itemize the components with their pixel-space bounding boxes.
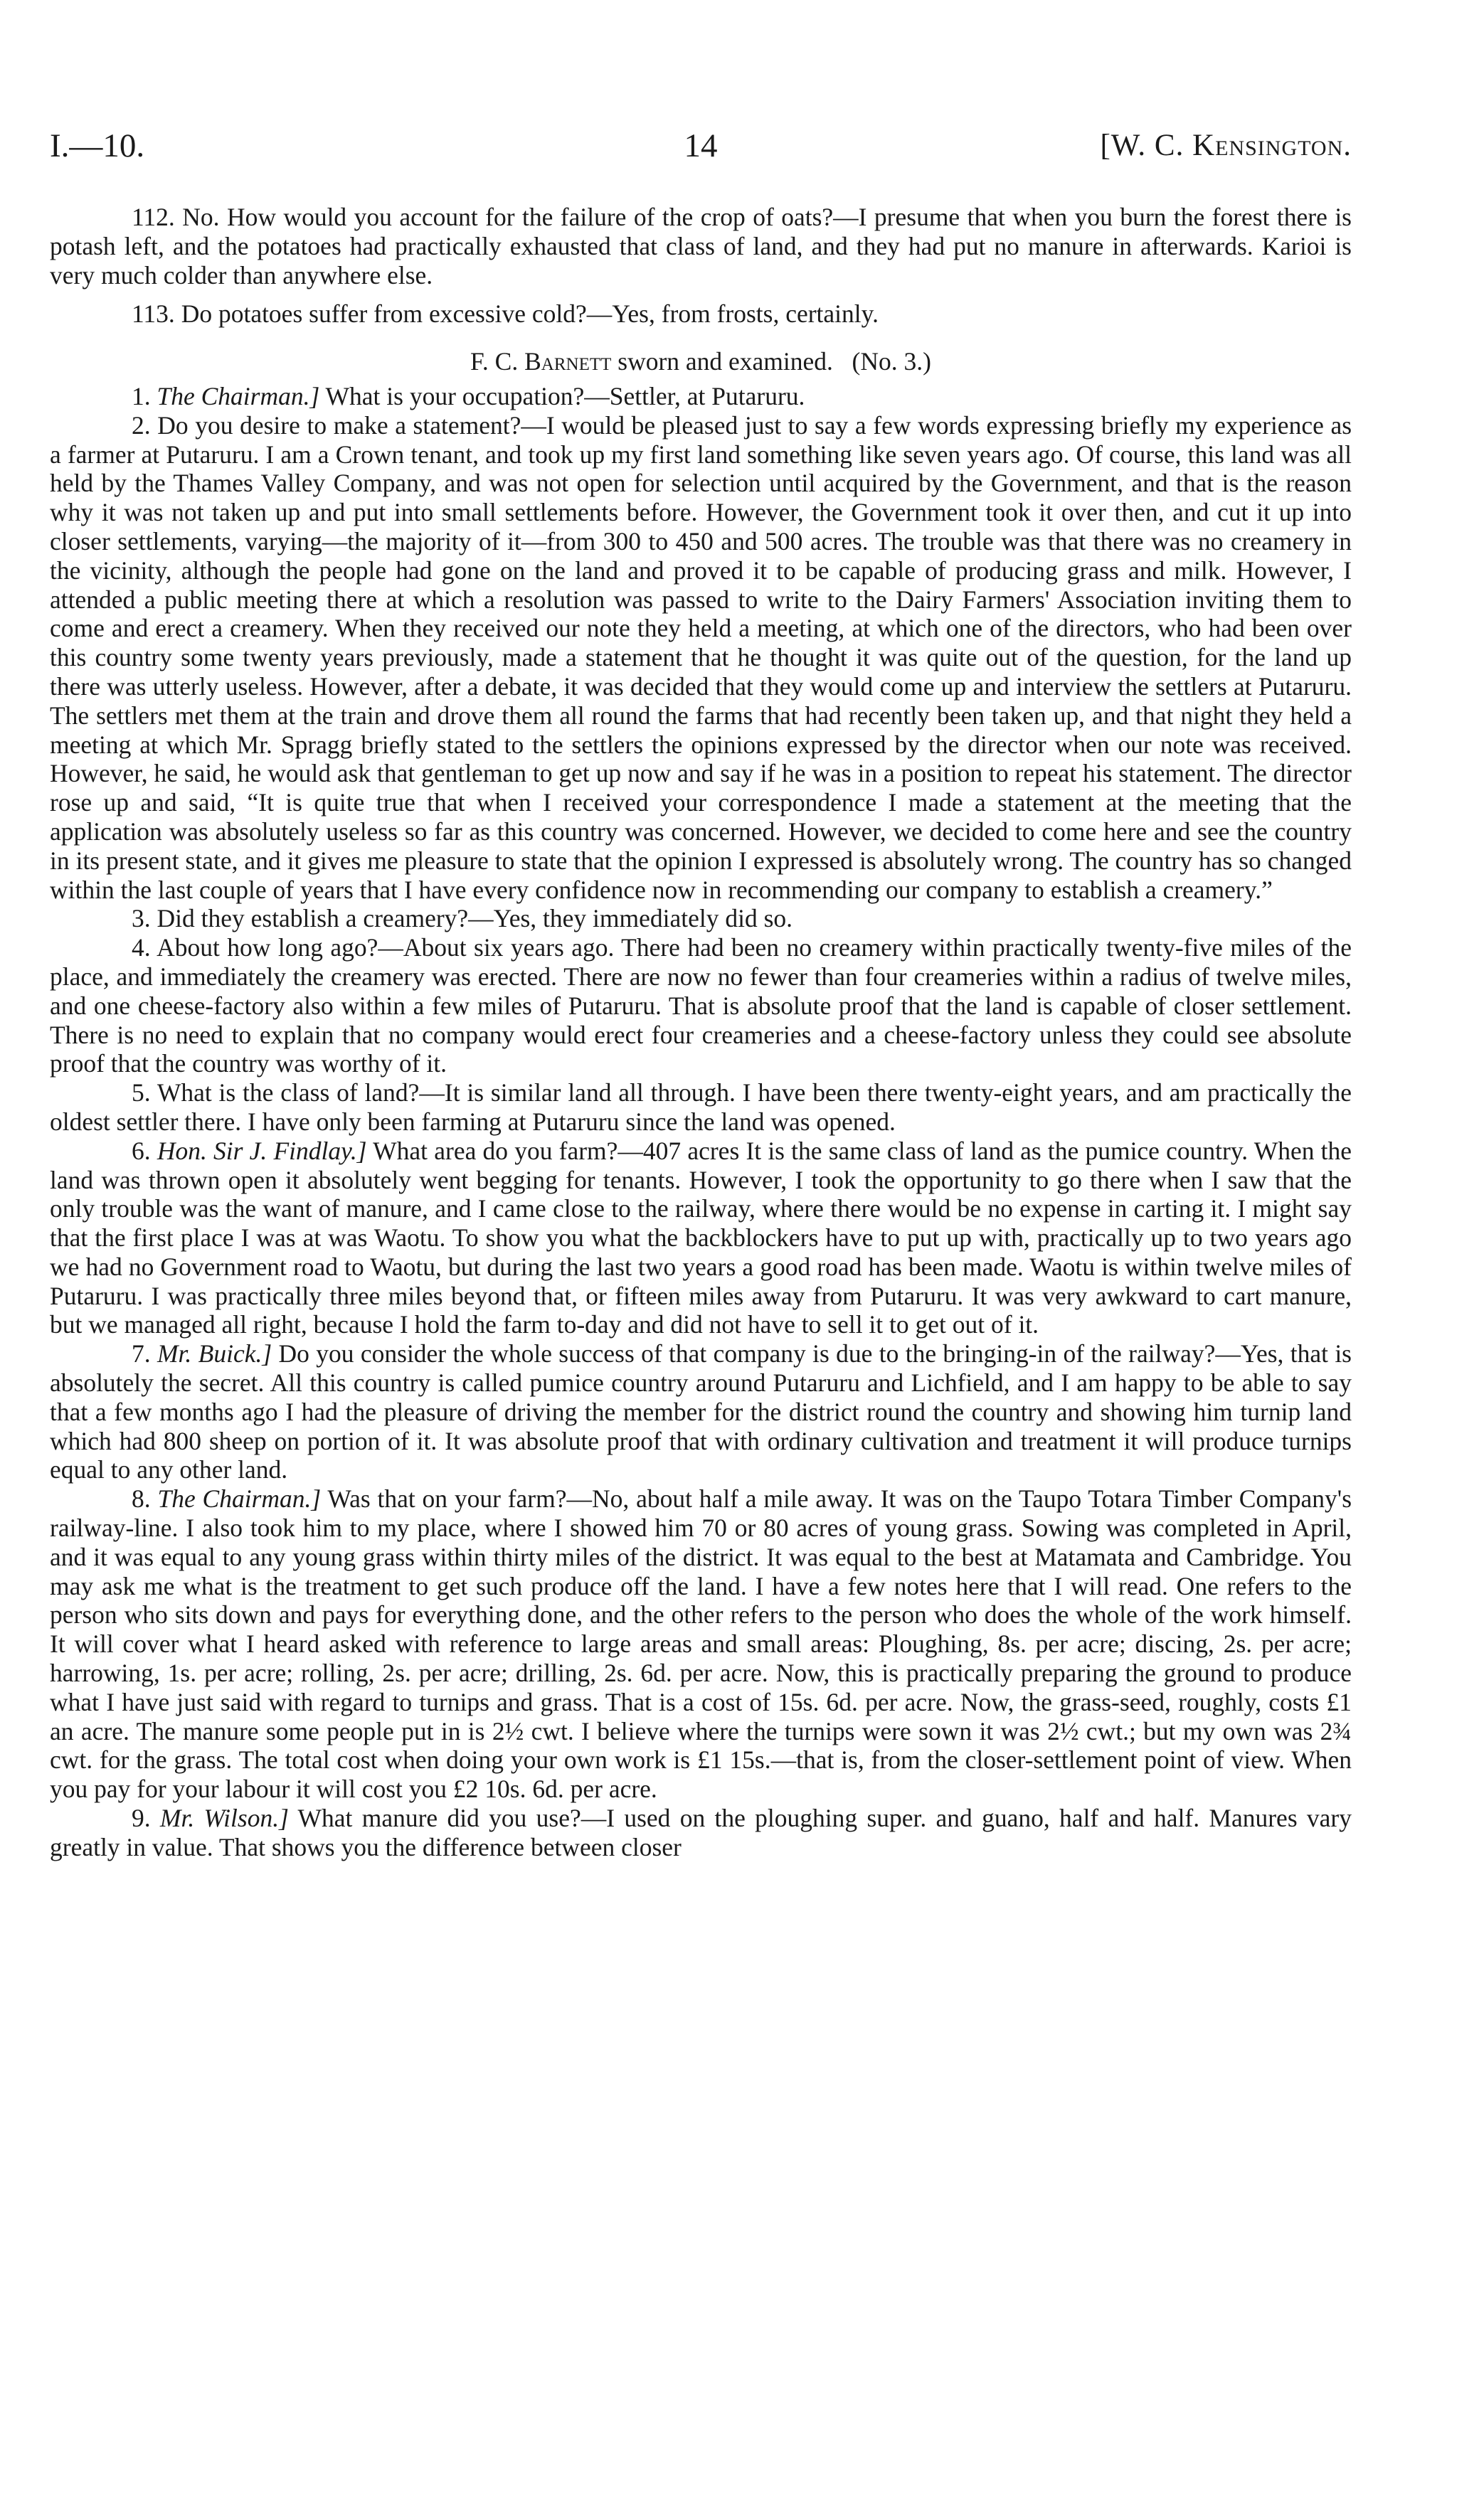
page-number: 14	[684, 127, 718, 164]
witness-heading: F. C. Barnett sworn and examined. (No. 3.)	[470, 347, 931, 376]
question-paragraph: 5. What is the class of land?—It is similar land all through. I have been there twenty-eight years, and am practically the oldest settler there. I have only been farming at Putaruru since the land was opened.	[50, 1078, 1352, 1136]
question-paragraph: 6. Hon. Sir J. Findlay.] What area do you farm?—407 acres It is the same class of land as the pumice country. When the land was thrown open it absolutely went begging for tenants. However, I took the opportunity to go there when I saw that the only trouble was the want of manure, and I came close to the railway, where there would be no expense in carting it. I might say that the first place I was at was Waotu. To show you what the backblockers have to put up with, practically up to two years ago we had no Government road to Waotu, but during the last two years a good road has been made. Waotu is within twelve miles of Putaruru. I was practically three miles beyond that, or fifteen miles away from Putaruru. It was very awkward to cart manure, but we managed all right, because I hold the farm to-day and did not have to sell it to get out of it.	[50, 1136, 1352, 1339]
page-header	[50, 124, 1352, 167]
question-paragraph: 2. Do you desire to make a statement?—I would be pleased just to say a few words expressing briefly my experience as a farmer at Putaruru. I am a Crown tenant, and took up my first land something like seven years ago. Of course, this land was all held by the Thames Valley Company, and was not open for selection until acquired by the Government, and that is the reason why it was not taken up and put into small settlements before. However, the Government took it over then, and cut it up into closer settlements, varying—the majority of it—from 300 to 450 and 500 acres. The trouble was that there was no creamery in the vicinity, although the people had gone on the land and proved it to be capable of producing grass and milk. However, I attended a public meeting there at which a resolution was passed to write to the Dairy Farmers' Association inviting them to come and erect a creamery. When they received our note they held a meeting, at which one of the directors, who had been over this country some twenty years previously, made a statement that he thought it was quite out of the question, for the land up there was utterly useless. However, after a debate, it was decided that they would come up and interview the settlers at Putaruru. The settlers met them at the train and drove them all round the farms that had recently been taken up, and that night they held a meeting at which Mr. Spragg briefly stated to the settlers the opinions expressed by the director when our note was received. However, he said, he would ask that gentleman to get up now and say if he was in a position to repeat his statement. The director rose up and said, “It is quite true that when I received your correspondence I made a statement at the meeting that the application was absolutely useless so far as this country was concerned. However, we decided to come here and see the country in its present state, and it gives me pleasure to state that the opinion I expressed is absolutely wrong. The country has so changed within the last couple of years that I have every confidence now in recommending our company to establish a creamery.”	[50, 410, 1352, 904]
page-body	[50, 203, 1352, 1862]
question-paragraph: 4. About how long ago?—About six years ago. There had been no creamery within practically twenty-five miles of the place, and immediately the creamery was erected. There are now no fewer than four creameries within a radius of twelve miles, and one cheese-factory also within a few miles of Putaruru. That is absolute proof that the land is capable of closer settlement. There is no need to explain that no company would erect four creameries and a cheese-factory unless they could see absolute proof that the country was worthy of it.	[50, 933, 1352, 1078]
question-paragraph: 113. Do potatoes suffer from excessive cold?—Yes, from frosts, certainly.	[132, 299, 879, 329]
question-paragraph: 112. No. How would you account for the failure of the crop of oats?—I presume that when you burn the forest there is potash left, and the potatoes had practically exhausted that class of land, and they had put no manure in afterwards. Karioi is very much colder than anywhere else.	[50, 203, 1352, 289]
question-paragraph: 9. Mr. Wilson.] What manure did you use?—I used on the ploughing super. and guano, half and half. Manures vary greatly in value. That shows you the difference between closer	[50, 1804, 1352, 1861]
question-paragraph: 7. Mr. Buick.] Do you consider the whole success of that company is due to the bringing-in of the railway?—Yes, that is absolutely the secret. All this country is called pumice country around Putaruru and Lichfield, and I am happy to be able to say that a few months ago I had the pleasure of driving the member for the district round the country and showing him turnip land which had 800 sheep on portion of it. It was absolute proof that with ordinary cultivation and treatment it will produce turnips equal to any other land.	[50, 1339, 1352, 1484]
question-paragraph: 3. Did they establish a creamery?—Yes, they immediately did so.	[132, 904, 793, 933]
running-head-witness: [W. C. Kensington.	[1100, 129, 1352, 162]
question-paragraph: 8. The Chairman.] Was that on your farm?—No, about half a mile away. It was on the Taupo Totara Timber Company's railway-line. I also took him to my place, where I showed him 70 or 80 acres of young grass. Sowing was completed in April, and it was equal to any young grass within thirty miles of the district. It was equal to the best at Matamata and Cambridge. You may ask me what is the treatment to get such produce off the land. I have a few notes here that I will read. One refers to the person who sits down and pays for everything done, and the other refers to the person who does the whole of the work himself. It will cover what I heard asked with reference to large areas and small areas: Ploughing, 8s. per acre; discing, 2s. per acre; harrowing, 1s. per acre; rolling, 2s. per acre; drilling, 2s. 6d. per acre. Now, this is practically preparing the ground to produce what I have just said with regard to turnips and grass. That is a cost of 15s. 6d. per acre. Now, the grass-seed, roughly, costs £1 an acre. The manure some people put in is 2½ cwt. I believe where the turnips were sown it was 2½ cwt.; but my own was 2¾ cwt. for the grass. The total cost when doing your own work is £1 15s.—that is, from the closer-settlement point of view. When you pay for your labour it will cost you £2 10s. 6d. per acre.	[50, 1484, 1352, 1804]
document-reference: I.—10.	[50, 127, 145, 164]
question-paragraph: 1. The Chairman.] What is your occupation?—Settler, at Putaruru.	[132, 381, 805, 410]
